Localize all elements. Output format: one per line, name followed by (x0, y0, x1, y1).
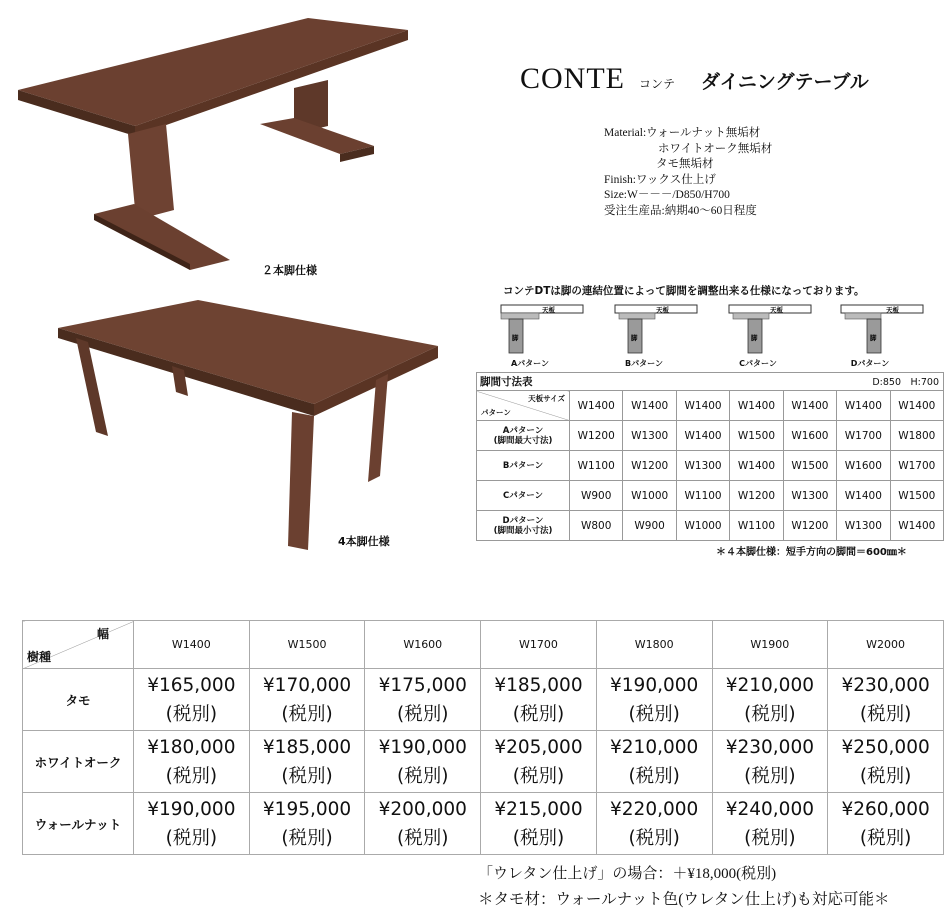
price-cell (596, 793, 712, 855)
pattern-c-leg-label: 脚 (751, 334, 758, 342)
brand-kana: コンテ (639, 77, 676, 91)
tax-label: (税別) (512, 827, 565, 849)
price-value: ¥200,000 (378, 798, 467, 820)
dims-size-6: W1400 (837, 391, 890, 421)
pattern-d-diagram (840, 304, 926, 369)
pattern-a-diagram (500, 304, 586, 369)
dims-cell: W1400 (837, 481, 890, 511)
price-cell (712, 731, 828, 793)
spec-size: Size:W－－－/D850/H700 (604, 189, 730, 201)
dims-size-2: W1400 (623, 391, 676, 421)
pattern-d-label: Dパターン (850, 359, 890, 368)
price-value: ¥165,000 (147, 674, 236, 696)
dims-cell: W1000 (623, 481, 676, 511)
pattern-d-top-label: 天板 (886, 306, 899, 314)
price-value: ¥185,000 (262, 736, 352, 758)
dims-cell: W1100 (570, 451, 623, 481)
pattern-a-top-label: 天板 (542, 306, 555, 314)
pattern-b-label: Bパターン (625, 359, 663, 368)
price-cell (828, 669, 944, 731)
tax-label: (税別) (281, 765, 333, 787)
price-value: ¥175,000 (378, 674, 467, 696)
tax-label: (税別) (628, 765, 680, 787)
dims-row-d-sub: (脚間最小寸法) (493, 525, 553, 536)
dims-cell: W1100 (676, 481, 729, 511)
dims-row-d-label: Dパターン (502, 515, 544, 526)
price-value: ¥180,000 (147, 736, 236, 758)
dims-size-row (477, 391, 944, 421)
price-corner-cell (23, 621, 134, 669)
dims-size-4: W1400 (730, 391, 783, 421)
spec-material-2: ホワイトオーク無垢材 (658, 142, 773, 155)
price-header-row (23, 621, 944, 669)
tax-label: (税別) (397, 703, 449, 725)
price-cell (828, 731, 944, 793)
price-cell (596, 731, 712, 793)
product-title (520, 62, 869, 96)
tax-label: (税別) (512, 765, 565, 787)
tax-label: (税別) (744, 765, 796, 787)
price-table (22, 620, 944, 855)
dims-corner-top: 天板サイズ (528, 394, 565, 403)
dims-cell: W1600 (837, 451, 890, 481)
dims-size-5: W1400 (783, 391, 836, 421)
dims-cell: W1500 (890, 481, 943, 511)
leg-position-note: コンテDTは脚の連結位置によって脚間を調整出来る仕様になっております。 (503, 285, 865, 297)
price-value: ¥210,000 (725, 674, 814, 696)
price-width-header: W1500 (249, 621, 365, 669)
price-value: ¥190,000 (610, 674, 699, 696)
price-value: ¥250,000 (841, 736, 930, 758)
tax-label: (税別) (165, 703, 218, 725)
price-width-header: W1400 (134, 621, 250, 669)
two-leg-table-photo (8, 8, 413, 270)
price-cell (596, 669, 712, 731)
price-width-header: W1700 (481, 621, 597, 669)
price-value: ¥260,000 (841, 798, 930, 820)
price-cell (365, 669, 481, 731)
price-cell (249, 669, 365, 731)
dims-cell: W1200 (570, 421, 623, 451)
wood-label-white-oak: ホワイトオーク (23, 731, 134, 793)
tamo-color-note: ＊タモ材：ウォールナット色(ウレタン仕上げ)も対応可能＊ (478, 891, 890, 908)
dims-cell: W1700 (890, 451, 943, 481)
dims-row-a (477, 421, 944, 451)
dims-row-a-label: Aパターン (502, 425, 544, 436)
dims-corner-bottom: パターン (481, 408, 511, 417)
price-cell (134, 669, 250, 731)
pattern-a-label: Aパターン (510, 359, 550, 368)
dims-row-c (477, 481, 944, 511)
tax-label: (税別) (397, 765, 449, 787)
price-row-white-oak (23, 731, 944, 793)
tax-label: (税別) (859, 827, 912, 849)
dims-row-c-label: Cパターン (502, 490, 544, 501)
spec-finish: Finish:ワックス仕上げ (604, 173, 716, 186)
price-corner-bottom: 樹種 (27, 650, 52, 664)
brand-name: CONTE (520, 62, 625, 95)
tax-label: (税別) (281, 703, 333, 725)
tax-label: (税別) (397, 827, 449, 849)
dims-cell: W1800 (890, 421, 943, 451)
price-cell (481, 731, 597, 793)
price-value: ¥215,000 (494, 798, 583, 820)
tax-label: (税別) (859, 765, 912, 787)
tax-label: (税別) (281, 827, 333, 849)
pattern-b-top-label: 天板 (656, 306, 669, 314)
price-cell (249, 731, 365, 793)
dims-cell: W900 (623, 511, 676, 541)
price-value: ¥230,000 (725, 736, 814, 758)
pattern-c-top-label: 天板 (770, 306, 783, 314)
pattern-c-diagram (728, 304, 814, 369)
dims-cell: W1300 (783, 481, 836, 511)
price-cell (249, 793, 365, 855)
dims-table-dh: D:850 H:700 (872, 377, 939, 388)
pattern-b-diagram (614, 304, 700, 369)
tax-label: (税別) (744, 827, 796, 849)
price-row-walnut (23, 793, 944, 855)
pattern-d-leg-label: 脚 (870, 334, 877, 342)
dims-cell: W1500 (783, 451, 836, 481)
wood-label-tamo: タモ (23, 669, 134, 731)
tax-label: (税別) (628, 703, 680, 725)
tax-label: (税別) (628, 827, 680, 849)
price-value: ¥190,000 (147, 798, 236, 820)
dims-cell: W1600 (783, 421, 836, 451)
dims-cell: W1200 (623, 451, 676, 481)
dims-cell: W1400 (890, 511, 943, 541)
tax-label: (税別) (859, 703, 912, 725)
dims-cell: W1300 (676, 451, 729, 481)
price-corner-top: 幅 (96, 627, 109, 641)
price-cell (712, 793, 828, 855)
urethane-finish-note: 「ウレタン仕上げ」の場合：＋¥18,000(税別) (478, 866, 777, 882)
pattern-b-leg-label: 脚 (631, 334, 638, 342)
tax-label: (税別) (165, 765, 218, 787)
dims-cell: W1200 (730, 481, 783, 511)
four-leg-caption: 4本脚仕様 (338, 535, 390, 548)
price-value: ¥220,000 (610, 798, 699, 820)
dims-cell: W800 (570, 511, 623, 541)
price-value: ¥210,000 (610, 736, 699, 758)
dims-cell: W1400 (676, 421, 729, 451)
spec-block (604, 126, 772, 219)
dims-cell: W900 (570, 481, 623, 511)
price-cell (365, 793, 481, 855)
price-cell (134, 793, 250, 855)
price-cell (712, 669, 828, 731)
tax-label: (税別) (744, 703, 796, 725)
dims-cell: W1400 (730, 451, 783, 481)
price-row-tamo (23, 669, 944, 731)
price-cell (134, 731, 250, 793)
four-leg-table-photo (52, 298, 442, 556)
price-value: ¥230,000 (841, 674, 930, 696)
four-leg-spacing-note: ＊４本脚仕様：短手方向の脚間＝600㎜＊ (716, 547, 907, 558)
dims-title-row (477, 373, 944, 391)
dims-cell: W1100 (730, 511, 783, 541)
spec-material-3: タモ無垢材 (656, 158, 714, 170)
dims-row-b-label: Bパターン (502, 460, 544, 471)
dims-row-d (477, 511, 944, 541)
dims-row-b (477, 451, 944, 481)
dims-size-3: W1400 (676, 391, 729, 421)
price-value: ¥195,000 (262, 798, 352, 820)
price-value: ¥205,000 (494, 736, 583, 758)
dims-corner-cell (477, 391, 570, 421)
dims-cell: W1500 (730, 421, 783, 451)
wood-label-walnut: ウォールナット (23, 793, 134, 855)
two-leg-caption: ２本脚仕様 (262, 264, 317, 277)
pattern-a-leg-label: 脚 (512, 334, 519, 342)
spec-leadtime: 受注生産品:納期40～60日程度 (604, 204, 757, 217)
price-cell (828, 793, 944, 855)
leg-spacing-table (476, 372, 944, 541)
price-width-header: W1800 (596, 621, 712, 669)
price-value: ¥170,000 (262, 674, 352, 696)
dims-cell: W1700 (837, 421, 890, 451)
dims-cell: W1300 (623, 421, 676, 451)
price-cell (481, 669, 597, 731)
price-cell (365, 731, 481, 793)
tax-label: (税別) (512, 703, 565, 725)
price-cell (481, 793, 597, 855)
price-width-header: W1600 (365, 621, 481, 669)
price-value: ¥240,000 (725, 798, 814, 820)
spec-material: Material:ウォールナット無垢材 (604, 127, 761, 139)
tax-label: (税別) (165, 827, 218, 849)
dims-size-1: W1400 (570, 391, 623, 421)
dims-cell: W1000 (676, 511, 729, 541)
price-value: ¥190,000 (378, 736, 467, 758)
dims-cell: W1300 (837, 511, 890, 541)
price-width-header: W1900 (712, 621, 828, 669)
dims-row-a-sub: (脚間最大寸法) (493, 435, 553, 446)
pattern-c-label: Cパターン (739, 359, 777, 368)
price-width-header: W2000 (828, 621, 944, 669)
dims-size-7: W1400 (890, 391, 943, 421)
dims-table-title: 脚間寸法表 (480, 376, 533, 388)
product-subtitle: ダイニングテーブル (701, 72, 869, 93)
dims-cell: W1200 (783, 511, 836, 541)
price-value: ¥185,000 (494, 674, 583, 696)
